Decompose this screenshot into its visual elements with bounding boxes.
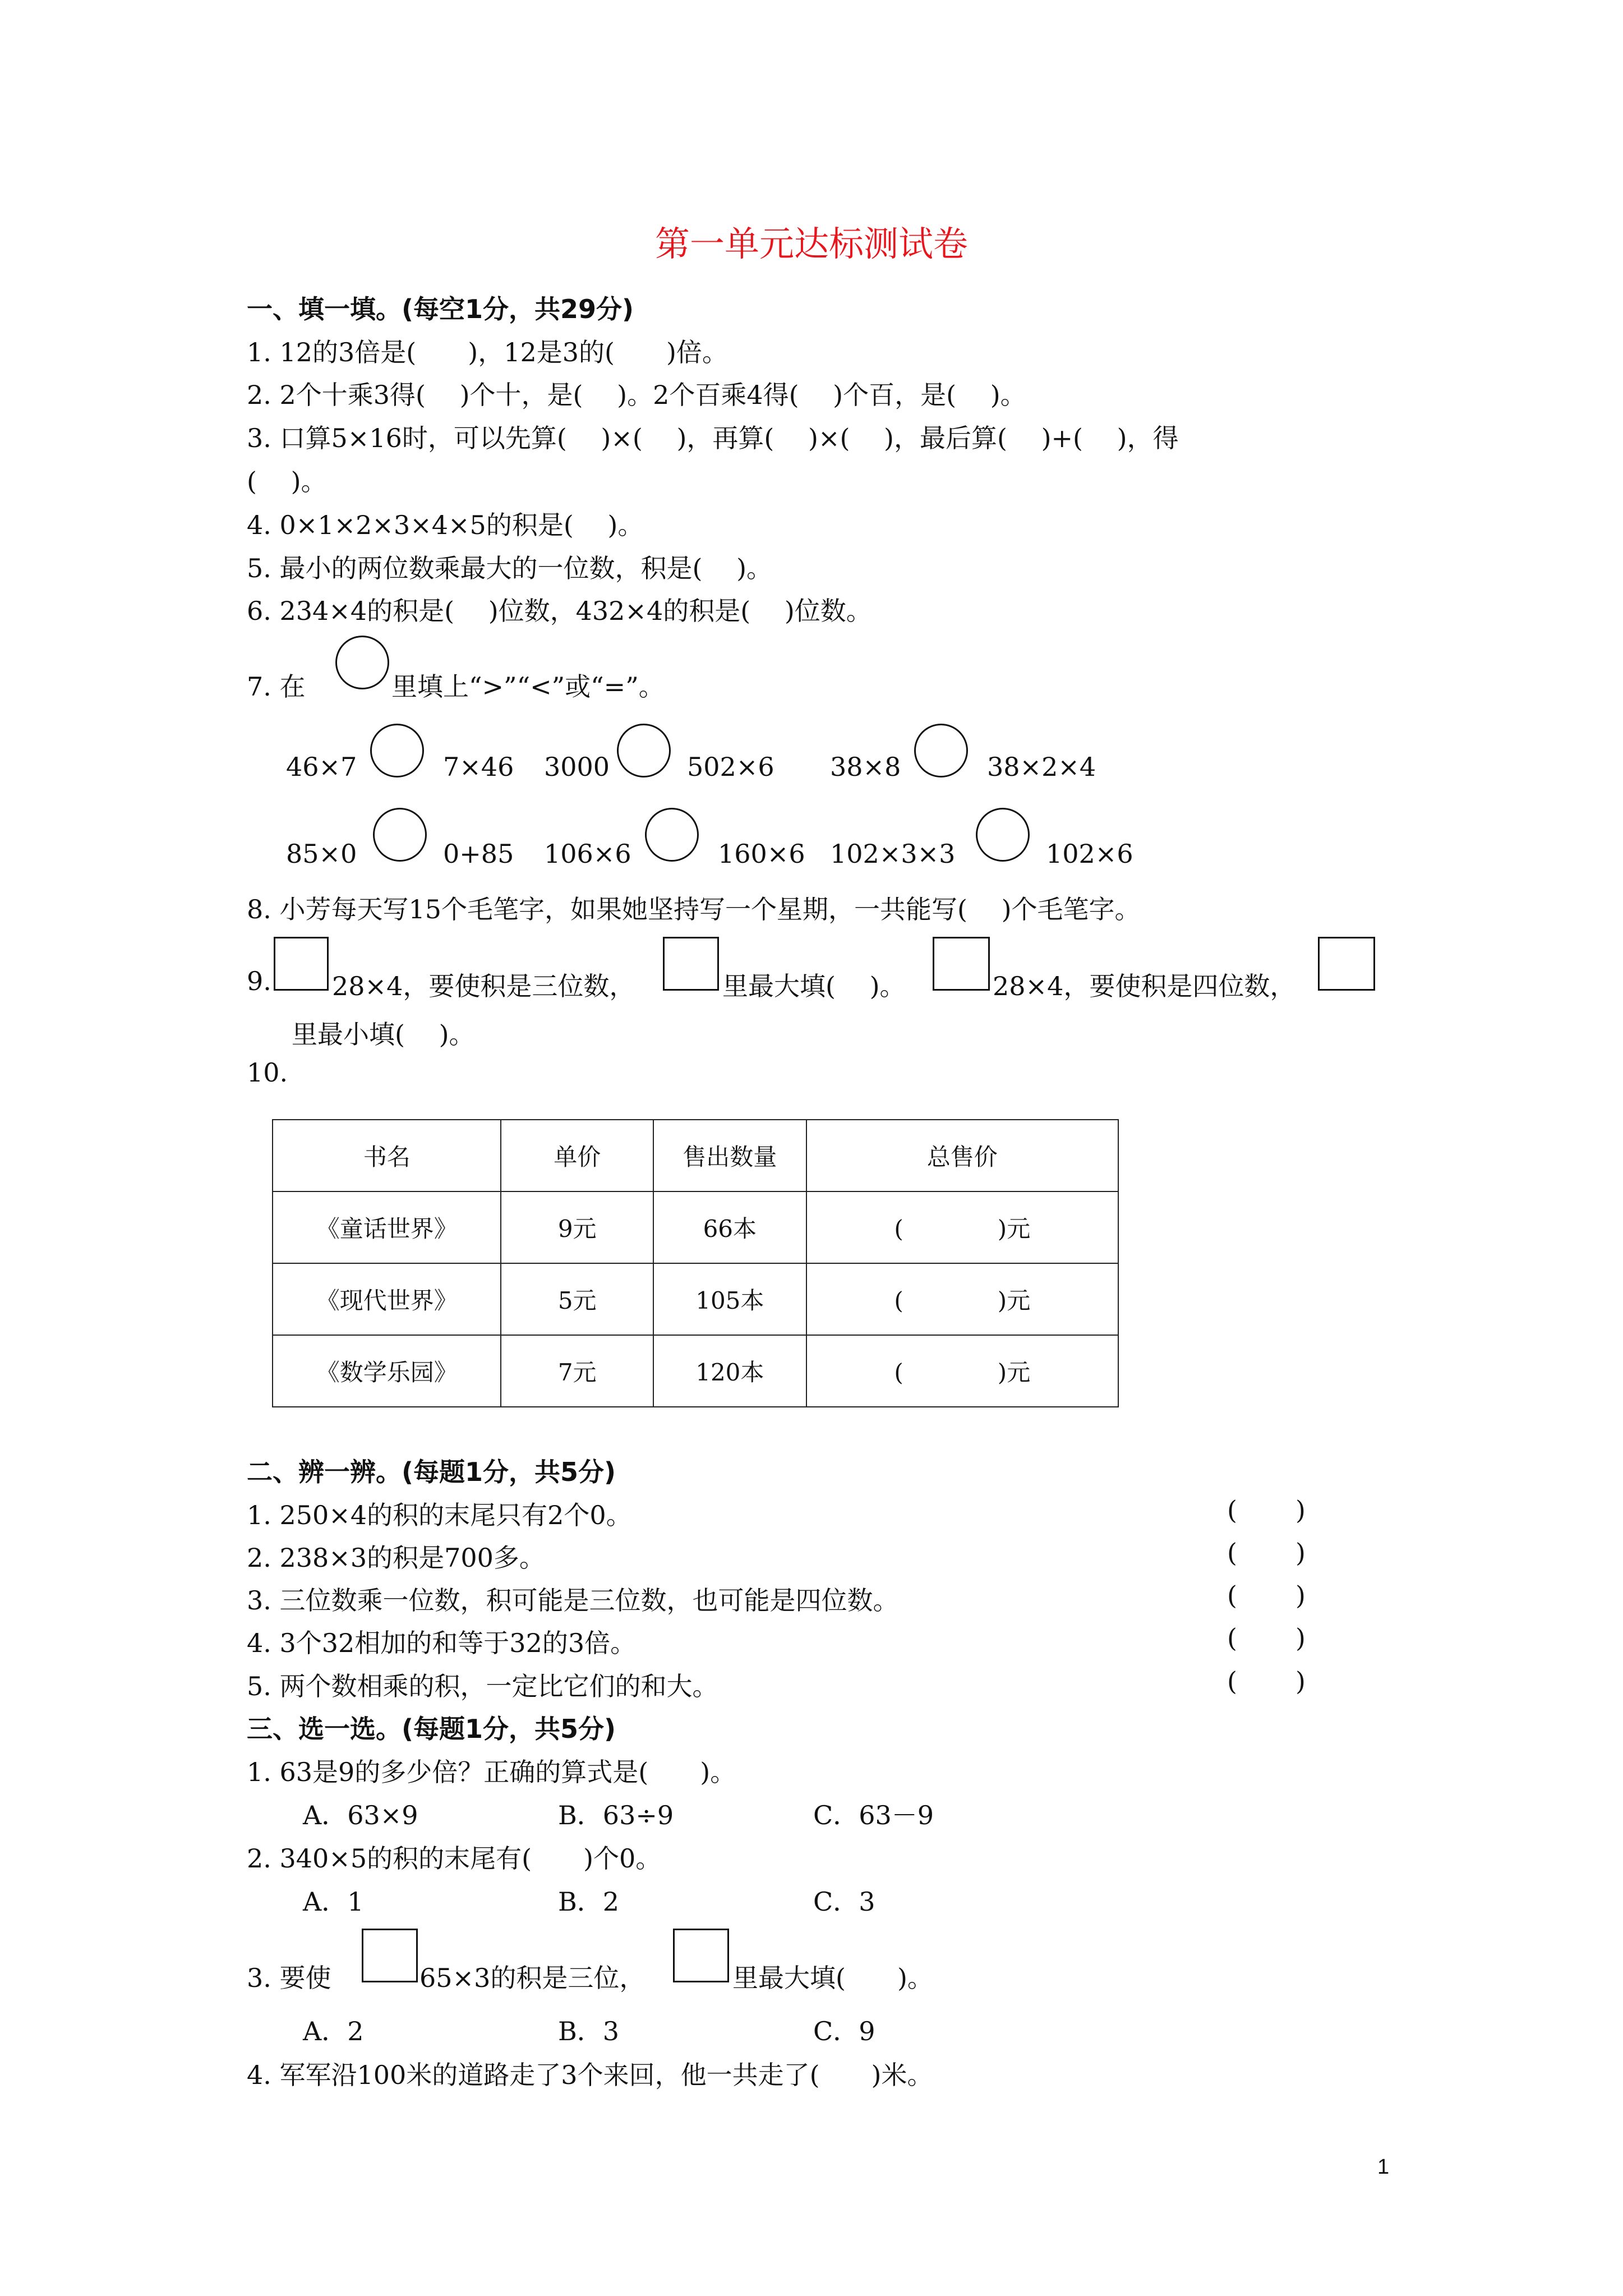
- s1-question-5: 5. 最小的两位数乘最大的一位数，积是( )。: [247, 553, 773, 583]
- s2-item-1: 1. 250×4的积的末尾只有2个0。: [247, 1500, 632, 1530]
- s3-q3-option-b[interactable]: B．3: [558, 2016, 620, 2046]
- header-cell: 总售价: [806, 1120, 1118, 1191]
- s1-question-7-suffix: 里填上“>”“<”或“=”。: [391, 671, 665, 702]
- blank-box-2[interactable]: [663, 937, 719, 991]
- judge-answer-4[interactable]: [1227, 1623, 1306, 1653]
- s1-question-9-part-b: 里最大填( )。: [722, 971, 906, 1001]
- paren-close: ): [1295, 1623, 1306, 1653]
- page-title: 第一单元达标测试卷: [654, 223, 968, 264]
- compare-e-right: 160×6: [718, 839, 805, 869]
- paren-close: ): [1295, 1666, 1306, 1696]
- compare-circle-f[interactable]: [976, 808, 1030, 862]
- blank-box-3[interactable]: [933, 937, 990, 991]
- compare-a-right: 7×46: [443, 752, 514, 782]
- quantity-cell: 66本: [653, 1191, 806, 1263]
- header-cell: 售出数量: [653, 1120, 806, 1191]
- s1-question-6: 6. 234×4的积是( )位数，432×4的积是( )位数。: [247, 596, 872, 626]
- compare-circle-d[interactable]: [373, 808, 427, 862]
- book-sales-table: [272, 1119, 1119, 1407]
- section-1-heading: 一、填一填。(每空1分，共29分): [247, 294, 634, 324]
- section-2-heading: 二、辨一辨。(每题1分，共5分): [247, 1457, 616, 1487]
- compare-b-right: 502×6: [687, 752, 774, 782]
- quantity-cell: 120本: [653, 1335, 806, 1407]
- compare-e-left: 106×6: [544, 839, 631, 869]
- book-title-cell: 《数学乐园》: [273, 1335, 501, 1407]
- paren-open: (: [1227, 1495, 1237, 1525]
- paren-close: ): [1295, 1580, 1306, 1611]
- s3-question-2: 2. 340×5的积的末尾有( )个0。: [247, 1843, 662, 1874]
- total-answer-cell[interactable]: ( )元: [806, 1335, 1118, 1407]
- s1-question-7-prefix: 7. 在: [247, 671, 306, 702]
- s1-question-9-number: 9.: [247, 966, 271, 996]
- paren-close: ): [1295, 1538, 1306, 1568]
- paren-open: (: [1227, 1623, 1237, 1653]
- table-header-row: [273, 1120, 1118, 1191]
- judge-answer-1[interactable]: [1227, 1495, 1306, 1525]
- s1-question-8: 8. 小芳每天写15个毛笔字，如果她坚持写一个星期，一共能写( )个毛笔字。: [247, 894, 1141, 924]
- s3-question-3-prefix: 3. 要使: [247, 1963, 331, 1993]
- compare-d-right: 0+85: [443, 839, 514, 869]
- price-cell: 9元: [501, 1191, 653, 1263]
- header-cell: 书名: [273, 1120, 501, 1191]
- s3-q1-option-b[interactable]: B．63÷9: [558, 1800, 674, 1830]
- paren-open: (: [1227, 1538, 1237, 1568]
- price-cell: 7元: [501, 1335, 653, 1407]
- s2-item-5: 5. 两个数相乘的积，一定比它们的和大。: [247, 1671, 718, 1701]
- blank-box-1[interactable]: [274, 937, 329, 991]
- table-row: [273, 1263, 1118, 1335]
- compare-circle-e[interactable]: [645, 808, 699, 862]
- s3-question-1: 1. 63是9的多少倍？正确的算式是( )。: [247, 1757, 736, 1787]
- compare-c-right: 38×2×4: [987, 752, 1096, 782]
- s1-question-10-number: 10.: [247, 1057, 288, 1088]
- s1-question-1: 1. 12的3倍是( )，12是3的( )倍。: [247, 337, 728, 367]
- book-title-cell: 《童话世界》: [273, 1191, 501, 1263]
- s3-question-4: 4. 军军沿100米的道路走了3个来回，他一共走了( )米。: [247, 2060, 933, 2090]
- s3-q1-option-a[interactable]: A．63×9: [303, 1800, 418, 1830]
- table-row: [273, 1335, 1118, 1407]
- paren-open: (: [1227, 1580, 1237, 1611]
- s1-question-9-part-c: 28×4，要使积是四位数，: [993, 971, 1296, 1001]
- s3-q3-option-c[interactable]: C．9: [813, 2016, 875, 2046]
- total-answer-cell[interactable]: ( )元: [806, 1191, 1118, 1263]
- compare-d-left: 85×0: [286, 839, 357, 869]
- paren-open: (: [1227, 1666, 1237, 1696]
- s1-question-3-line2: ( )。: [247, 466, 327, 496]
- s3-q3-option-a[interactable]: A．2: [303, 2016, 364, 2046]
- s2-item-2: 2. 238×3的积是700多。: [247, 1543, 545, 1573]
- quantity-cell: 105本: [653, 1263, 806, 1335]
- compare-circle-c[interactable]: [914, 724, 968, 777]
- compare-f-left: 102×3×3: [830, 839, 956, 869]
- judge-answer-3[interactable]: [1227, 1580, 1306, 1611]
- s1-question-3-line1: 3. 口算5×16时，可以先算( )×( )，再算( )×( )，最后算( )+( )，得: [247, 423, 1179, 453]
- compare-circle-example: [335, 636, 389, 689]
- page-number: 1: [1377, 2155, 1390, 2179]
- judge-answer-5[interactable]: [1227, 1666, 1306, 1696]
- blank-box-5[interactable]: [362, 1929, 418, 1982]
- s3-question-3-middle: 65×3的积是三位，: [419, 1963, 645, 1993]
- s1-question-9-line2: 里最小填( )。: [292, 1019, 475, 1050]
- s1-question-2: 2. 2个十乘3得( )个十，是( )。2个百乘4得( )个百，是( )。: [247, 380, 1026, 410]
- price-cell: 5元: [501, 1263, 653, 1335]
- table-row: [273, 1191, 1118, 1263]
- total-answer-cell[interactable]: ( )元: [806, 1263, 1118, 1335]
- s3-q1-option-c[interactable]: C．63－9: [813, 1800, 934, 1830]
- compare-circle-b[interactable]: [617, 724, 671, 777]
- blank-box-4[interactable]: [1318, 937, 1375, 991]
- s1-question-4: 4. 0×1×2×3×4×5的积是( )。: [247, 510, 644, 540]
- s1-question-9-part-a: 28×4，要使积是三位数，: [332, 971, 635, 1001]
- compare-circle-a[interactable]: [370, 724, 424, 777]
- header-cell: 单价: [501, 1120, 653, 1191]
- compare-c-left: 38×8: [830, 752, 901, 782]
- s3-q2-option-b[interactable]: B．2: [558, 1887, 620, 1917]
- compare-b-left: 3000: [544, 752, 610, 782]
- judge-answer-2[interactable]: [1227, 1538, 1306, 1568]
- s2-item-4: 4. 3个32相加的和等于32的3倍。: [247, 1628, 637, 1658]
- compare-f-right: 102×6: [1046, 839, 1133, 869]
- s3-question-3-suffix: 里最大填( )。: [732, 1963, 933, 1993]
- s3-q2-option-a[interactable]: A．1: [303, 1887, 364, 1917]
- compare-a-left: 46×7: [286, 752, 357, 782]
- book-title-cell: 《现代世界》: [273, 1263, 501, 1335]
- s2-item-3: 3. 三位数乘一位数，积可能是三位数，也可能是四位数。: [247, 1585, 899, 1616]
- paren-close: ): [1295, 1495, 1306, 1525]
- blank-box-6[interactable]: [673, 1929, 729, 1982]
- section-3-heading: 三、选一选。(每题1分，共5分): [247, 1714, 616, 1744]
- s3-q2-option-c[interactable]: C．3: [813, 1887, 875, 1917]
